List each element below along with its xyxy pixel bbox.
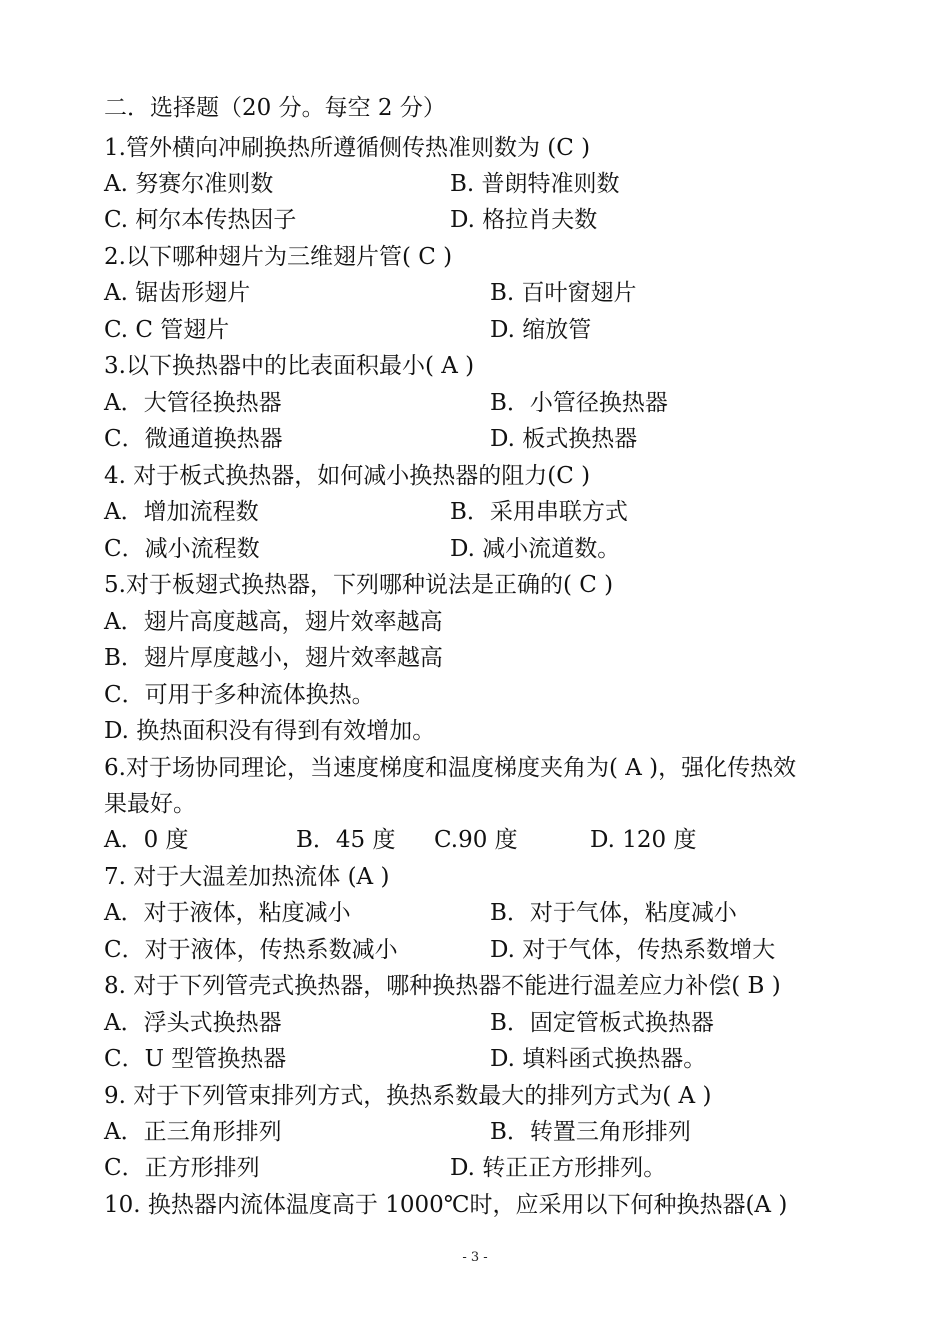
- option-a: A．大管径换热器: [104, 390, 282, 416]
- option-b: B．翅片厚度越小，翅片效率越高: [104, 645, 443, 671]
- option-b: B．小管径换热器: [490, 390, 668, 416]
- option-row: [104, 1150, 854, 1187]
- question-stem: [104, 968, 854, 1005]
- option-c: C. 柯尔本传热因子: [104, 207, 297, 233]
- question-3-stem: 3.以下换热器中的比表面积最小( A ): [104, 353, 475, 379]
- option-row: [104, 385, 854, 422]
- option-row: [104, 640, 854, 677]
- option-d: D. 对于气体，传热系数增大: [490, 937, 776, 963]
- option-row: [104, 713, 854, 750]
- question-1-stem: 1.管外横向冲刷换热所遵循侧传热准则数为 (C ): [104, 135, 591, 161]
- page-number: - 3 -: [462, 1250, 488, 1265]
- option-c: C．U 型管换热器: [104, 1046, 287, 1072]
- option-d: D. 板式换热器: [490, 426, 638, 452]
- question-2-stem: 2.以下哪种翅片为三维翅片管( C ): [104, 244, 453, 270]
- option-c: C. C 管翅片: [104, 317, 230, 343]
- option-a: A．翅片高度越高，翅片效率越高: [104, 609, 443, 635]
- option-row: [104, 1114, 854, 1151]
- option-row: [104, 166, 854, 203]
- option-b: B．45 度: [296, 827, 396, 853]
- question-4-stem: 4. 对于板式换热器，如何减小换热器的阻力(C ): [104, 463, 591, 489]
- option-d: D. 120 度: [590, 827, 697, 853]
- option-row: [104, 421, 854, 458]
- section-heading: [104, 90, 854, 127]
- question-stem: [104, 750, 854, 787]
- question-stem: [104, 1187, 854, 1224]
- option-d: D. 换热面积没有得到有效增加。: [104, 718, 436, 744]
- question-5-stem: 5.对于板翅式换热器，下列哪种说法是正确的( C ): [104, 572, 614, 598]
- option-a: A．对于液体，粘度减小: [104, 900, 351, 926]
- option-a: A．正三角形排列: [104, 1119, 282, 1145]
- question-stem: [104, 458, 854, 495]
- option-a: A．增加流程数: [104, 499, 259, 525]
- option-row: [104, 312, 854, 349]
- option-b: B. 百叶窗翅片: [490, 280, 637, 306]
- option-c: C.90 度: [434, 827, 518, 853]
- option-row: [104, 1005, 854, 1042]
- option-row: [104, 202, 854, 239]
- option-d: D. 转正正方形排列。: [450, 1155, 667, 1181]
- option-a: A. 锯齿形翅片: [104, 280, 251, 306]
- question-10-stem: 10. 换热器内流体温度高于 1000℃时，应采用以下何种换热器(A ): [104, 1192, 788, 1218]
- option-c: C．减小流程数: [104, 536, 260, 562]
- option-row: [104, 677, 854, 714]
- option-b: B．固定管板式换热器: [490, 1010, 714, 1036]
- option-row: [104, 494, 854, 531]
- option-row: [104, 932, 854, 969]
- option-c: C．对于液体，传热系数减小: [104, 937, 398, 963]
- option-row: [104, 822, 854, 859]
- option-a: A. 努赛尔准则数: [104, 171, 274, 197]
- option-b: B．对于气体，粘度减小: [490, 900, 737, 926]
- option-d: D. 减小流道数。: [450, 536, 621, 562]
- option-row: [104, 604, 854, 641]
- option-b: B．采用串联方式: [450, 499, 628, 525]
- option-row: [104, 1041, 854, 1078]
- question-6-stem-line2: 果最好。: [104, 791, 196, 817]
- option-b: B．转置三角形排列: [490, 1119, 691, 1145]
- option-d: D. 格拉肖夫数: [450, 207, 598, 233]
- question-stem: [104, 239, 854, 276]
- question-9-stem: 9. 对于下列管束排列方式，换热系数最大的排列方式为( A ): [104, 1083, 712, 1109]
- option-d: D. 缩放管: [490, 317, 592, 343]
- option-c: C．正方形排列: [104, 1155, 260, 1181]
- question-stem: [104, 859, 854, 896]
- question-6-stem-line1: 6.对于场协同理论，当速度梯度和温度梯度夹角为( A )，强化传热效: [104, 755, 797, 781]
- option-c: C．可用于多种流体换热。: [104, 682, 375, 708]
- question-stem: [104, 567, 854, 604]
- option-a: A．浮头式换热器: [104, 1010, 282, 1036]
- question-stem: [104, 786, 854, 823]
- question-stem: [104, 130, 854, 167]
- option-row: [104, 895, 854, 932]
- option-row: [104, 531, 854, 568]
- option-b: B. 普朗特准则数: [450, 171, 620, 197]
- section-heading-text: 二．选择题（20 分。每空 2 分）: [104, 95, 446, 121]
- question-stem: [104, 348, 854, 385]
- option-a: A．0 度: [104, 827, 189, 853]
- option-c: C．微通道换热器: [104, 426, 283, 452]
- question-stem: [104, 1078, 854, 1115]
- option-row: [104, 275, 854, 312]
- question-8-stem: 8. 对于下列管壳式换热器，哪种换热器不能进行温差应力补偿( B ): [104, 973, 781, 999]
- option-d: D. 填料函式换热器。: [490, 1046, 707, 1072]
- question-7-stem: 7. 对于大温差加热流体 (A ): [104, 864, 390, 890]
